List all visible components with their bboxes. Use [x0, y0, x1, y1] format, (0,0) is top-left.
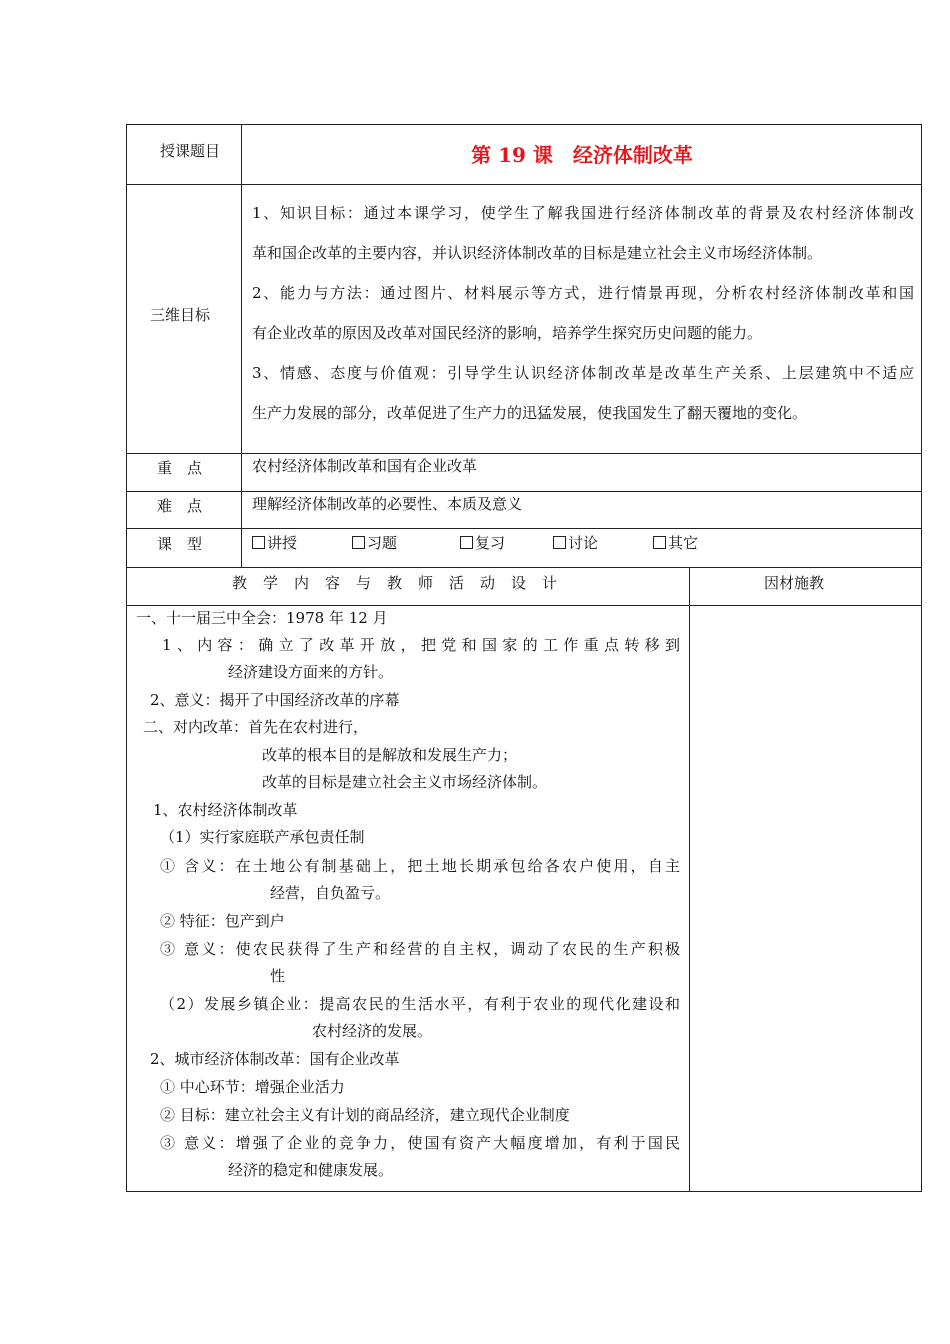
row-divider [126, 453, 922, 454]
objective-line: 2、能力与方法：通过图片、材料展示等方式，进行情景再现，分析农村经济体制改革和国 [252, 284, 914, 302]
difficulty-label: 难 点 [157, 497, 203, 515]
content-line: （1）实行家庭联产承包责任制 [160, 828, 365, 846]
objectives-label: 三维目标 [150, 306, 211, 324]
adaptive-teaching-heading: 因材施教 [764, 574, 825, 592]
content-line: 2、城市经济体制改革：国有企业改革 [150, 1050, 400, 1068]
content-line: 2、意义：揭开了中国经济改革的序幕 [150, 691, 400, 709]
checkbox-icon [252, 536, 265, 549]
difficulty-value: 理解经济体制改革的必要性、本质及意义 [252, 495, 523, 513]
content-line: 改革的目标是建立社会主义市场经济体制。 [262, 773, 548, 791]
lesson-type-option-lecture[interactable]: 讲授 [252, 533, 297, 553]
row-divider [126, 491, 922, 492]
lesson-title-label: 授课题目 [160, 142, 221, 160]
objectives-text [252, 193, 914, 433]
checkbox-icon [553, 536, 566, 549]
content-line: （2）发展乡镇企业：提高农民的生活水平，有利于农业的现代化建设和 [160, 995, 680, 1013]
content-line: 经营，自负盈亏。 [270, 884, 391, 902]
row-divider [126, 567, 922, 568]
content-line: ① 中心环节：增强企业活力 [160, 1078, 345, 1096]
row-divider [126, 605, 922, 606]
content-line: 经济建设方面来的方针。 [228, 663, 394, 681]
checkbox-icon [352, 536, 365, 549]
key-point-value: 农村经济体制改革和国有企业改革 [252, 457, 478, 475]
content-line: ② 特征：包产到户 [160, 912, 285, 930]
content-line: 二、对内改革：首先在农村进行， [143, 718, 369, 736]
content-line: 农村经济的发展。 [312, 1022, 433, 1040]
content-line: 改革的根本目的是解放和发展生产力； [262, 746, 518, 764]
lesson-title: 第 19 课 经济体制改革 [471, 143, 693, 167]
content-line: 一、十一届三中全会：1978 年 12 月 [136, 609, 388, 627]
checkbox-icon [460, 536, 473, 549]
objective-line: 有企业改革的原因及改革对国民经济的影响，培养学生探究历史问题的能力。 [252, 324, 763, 342]
checkbox-icon [653, 536, 666, 549]
content-line: 经济的稳定和健康发展。 [228, 1161, 394, 1179]
lesson-type-option-exercise[interactable]: 习题 [352, 533, 397, 553]
content-line: ① 含义：在土地公有制基础上，把土地长期承包给各农户使用，自主 [160, 857, 680, 875]
row-divider [126, 184, 922, 185]
lesson-type-label: 课 型 [157, 535, 203, 553]
column-divider [689, 567, 690, 1192]
content-line: ③ 意义：增强了企业的竞争力，使国有资产大幅度增加，有利于国民 [160, 1134, 680, 1152]
objective-line: 革和国企改革的主要内容，并认识经济体制改革的目标是建立社会主义市场经济体制。 [252, 244, 823, 262]
objective-line: 生产力发展的部分，改革促进了生产力的迅猛发展，使我国发生了翻天覆地的变化。 [252, 404, 808, 422]
row-divider [126, 528, 922, 529]
content-line: 1、内容：确立了改革开放，把党和国家的工作重点转移到 [162, 636, 680, 654]
lesson-type-option-other[interactable]: 其它 [653, 533, 698, 553]
key-point-label: 重 点 [157, 459, 203, 477]
lesson-type-option-review[interactable]: 复习 [460, 533, 505, 553]
content-line: ② 目标：建立社会主义有计划的商品经济，建立现代企业制度 [160, 1106, 570, 1124]
objective-line: 3、情感、态度与价值观：引导学生认识经济体制改革是改革生产关系、上层建筑中不适应 [252, 364, 914, 382]
design-heading: 教学内容与教师活动设计 [232, 574, 574, 592]
content-line: 1、农村经济体制改革 [153, 801, 298, 819]
content-line: ③ 意义：使农民获得了生产和经营的自主权，调动了农民的生产积极 [160, 940, 680, 958]
lesson-type-option-discussion[interactable]: 讨论 [553, 533, 598, 553]
column-divider [241, 124, 242, 567]
objective-line: 1、知识目标：通过本课学习，使学生了解我国进行经济体制改革的背景及农村经济体制改 [252, 204, 914, 222]
content-line: 性 [270, 967, 286, 985]
